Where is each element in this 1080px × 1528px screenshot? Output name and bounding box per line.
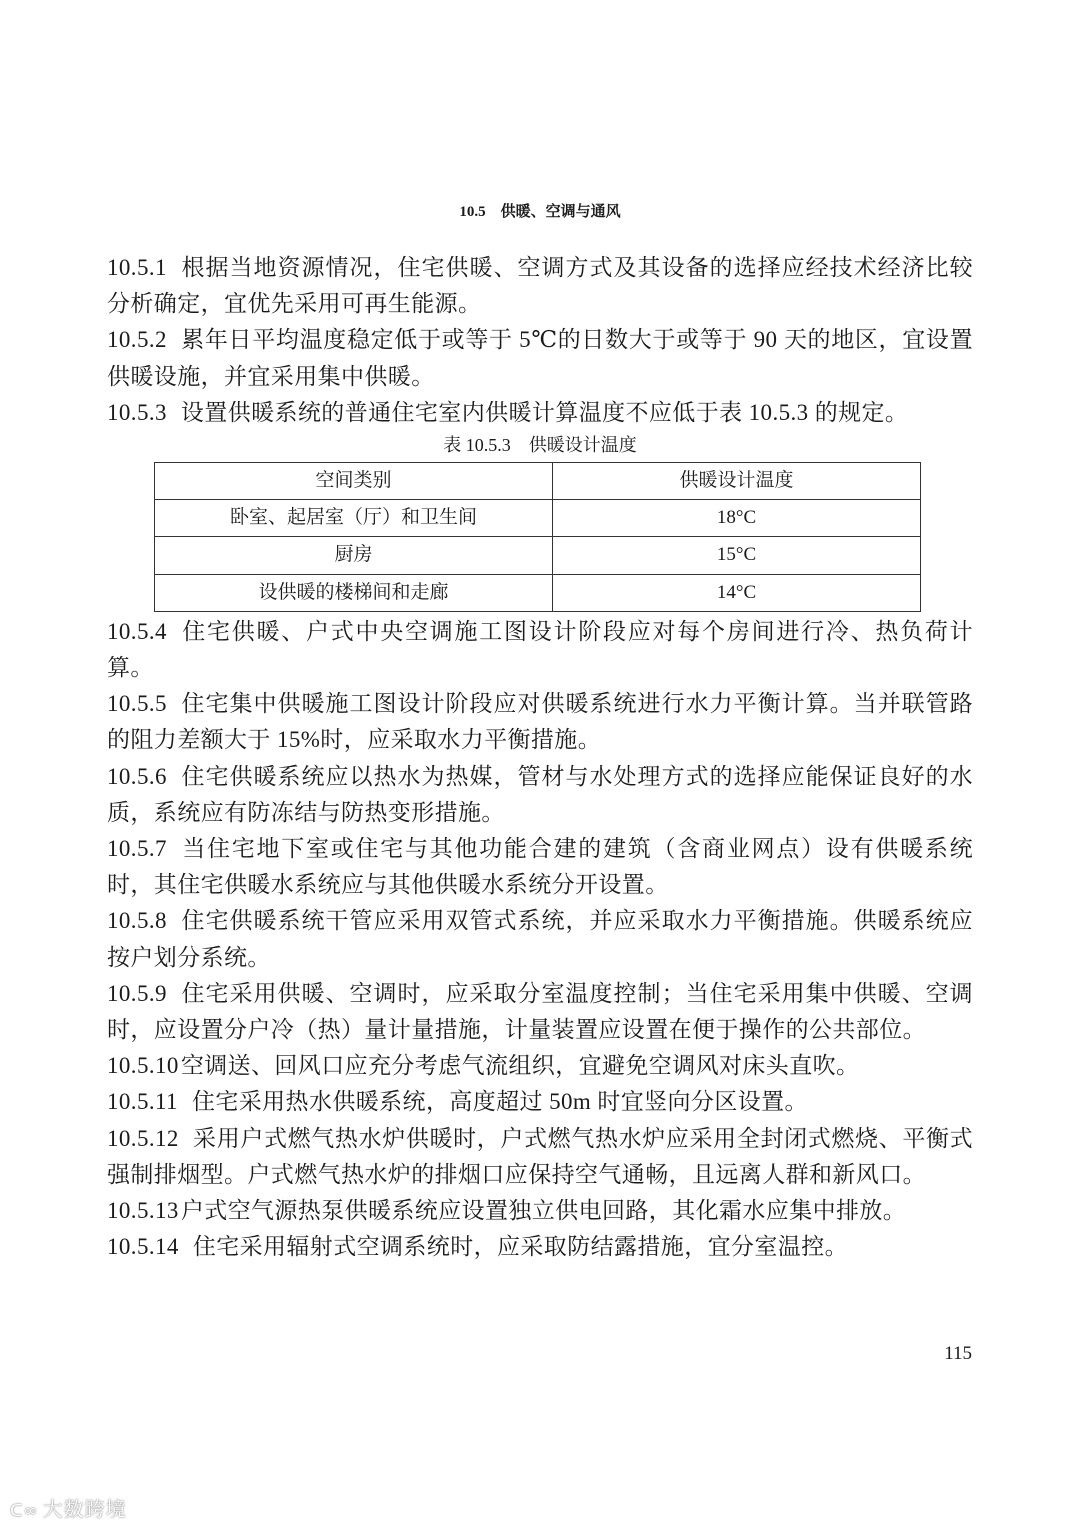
clause-text: 采用户式燃气热水炉供暖时，户式燃气热水炉应采用全封闭式燃烧、平衡式强制排烟型。户式燃气热水炉的排烟口应保持空气通畅，且远离人群和新风口。	[107, 1125, 973, 1187]
clause-text: 住宅供暖系统干管应采用双管式系统，并应采取水力平衡措施。供暖系统应按户划分系统。	[107, 908, 973, 970]
page-number: 115	[944, 1343, 972, 1364]
clause-10-5-2	[107, 322, 973, 394]
clause-number: 10.5.6	[107, 763, 167, 789]
clause-10-5-4	[107, 614, 973, 686]
clause-text: 住宅集中供暖施工图设计阶段应对供暖系统进行水力平衡计算。当并联管路的阻力差额大于 15%时，应采取水力平衡措施。	[107, 691, 973, 753]
table-cell: 厨房	[155, 537, 553, 574]
clause-number: 10.5.3	[107, 399, 167, 425]
clause-text: 住宅采用热水供暖系统，高度超过 50m 时宜竖向分区设置。	[191, 1089, 808, 1115]
clause-10-5-7	[107, 831, 973, 903]
table-caption: 表 10.5.3 供暖设计温度	[443, 435, 637, 456]
clause-10-5-6	[107, 759, 973, 831]
clause-10-5-13	[107, 1193, 973, 1229]
table-cell: 设供暖的楼梯间和走廊	[155, 574, 553, 611]
clause-number: 10.5.13	[107, 1198, 179, 1224]
clause-text: 户式空气源热泵供暖系统应设置独立供电回路，其化霜水应集中排放。	[180, 1198, 907, 1224]
watermark-logo-icon: ᑕ∞	[10, 1501, 39, 1521]
section-title: 10.5 供暖、空调与通风	[459, 204, 621, 220]
clause-text: 累年日平均温度稳定低于或等于 5℃的日数大于或等于 90 天的地区，宜设置供暖设施，并宜采用集中供暖。	[107, 327, 973, 389]
clause-number: 10.5.8	[107, 908, 167, 934]
clause-text: 住宅供暖、户式中央空调施工图设计阶段应对每个房间进行冷、热负荷计算。	[107, 618, 973, 681]
clause-number: 10.5.10	[107, 1053, 179, 1079]
clause-10-5-9	[107, 976, 973, 1048]
clause-10-5-12	[107, 1121, 973, 1193]
table-header-row	[155, 463, 921, 500]
table-cell: 14°C	[553, 574, 921, 611]
table-row	[155, 574, 921, 611]
clause-text: 住宅供暖系统应以热水为热媒，管材与水处理方式的选择应能保证良好的水质，系统应有防冻结与防热变形措施。	[107, 763, 973, 825]
clause-10-5-14	[107, 1229, 973, 1265]
clause-10-5-8	[107, 903, 973, 975]
clause-10-5-1	[107, 250, 973, 322]
clause-text: 住宅采用辐射式空调系统时，应采取防结露措施，宜分室温控。	[192, 1234, 849, 1260]
heating-temperature-table	[154, 462, 921, 612]
clause-number: 10.5.5	[107, 691, 167, 717]
table-header: 供暖设计温度	[553, 463, 921, 500]
clause-number: 10.5.4	[107, 618, 167, 644]
clause-number: 10.5.12	[107, 1125, 179, 1151]
clause-number: 10.5.14	[107, 1234, 179, 1260]
watermark	[10, 1493, 127, 1522]
clause-number: 10.5.7	[107, 836, 167, 862]
table-cell: 18°C	[553, 500, 921, 537]
document-body	[107, 250, 973, 1265]
clause-text: 空调送、回风口应充分考虑气流组织，宜避免空调风对床头直吹。	[180, 1053, 860, 1079]
table-row	[155, 537, 921, 574]
table-cell: 卧室、起居室（厅）和卫生间	[155, 500, 553, 537]
watermark-text: 大数跨境	[42, 1497, 127, 1521]
clause-text: 设置供暖系统的普通住宅室内供暖计算温度不应低于表 10.5.3 的规定。	[180, 399, 909, 425]
clause-number: 10.5.2	[107, 327, 167, 353]
table-cell: 15°C	[553, 537, 921, 574]
table-header: 空间类别	[155, 463, 553, 500]
clause-10-5-11	[107, 1084, 973, 1120]
clause-number: 10.5.11	[107, 1089, 178, 1115]
clause-text: 住宅采用供暖、空调时，应采取分室温度控制；当住宅采用集中供暖、空调时，应设置分户冷（热）量计量措施，计量装置应设置在便于操作的公共部位。	[107, 980, 973, 1043]
clause-number: 10.5.9	[107, 980, 167, 1006]
clause-10-5-3	[107, 395, 973, 431]
clause-text: 当住宅地下室或住宅与其他功能合建的建筑（含商业网点）设有供暖系统时，其住宅供暖水系统应与其他供暖水系统分开设置。	[107, 836, 973, 898]
clause-10-5-5	[107, 686, 973, 758]
clause-number: 10.5.1	[107, 255, 167, 280]
clause-text: 根据当地资源情况，住宅供暖、空调方式及其设备的选择应经技术经济比较分析确定，宜优先采用可再生能源。	[107, 255, 973, 317]
clause-10-5-10	[107, 1048, 973, 1084]
table-row	[155, 500, 921, 537]
